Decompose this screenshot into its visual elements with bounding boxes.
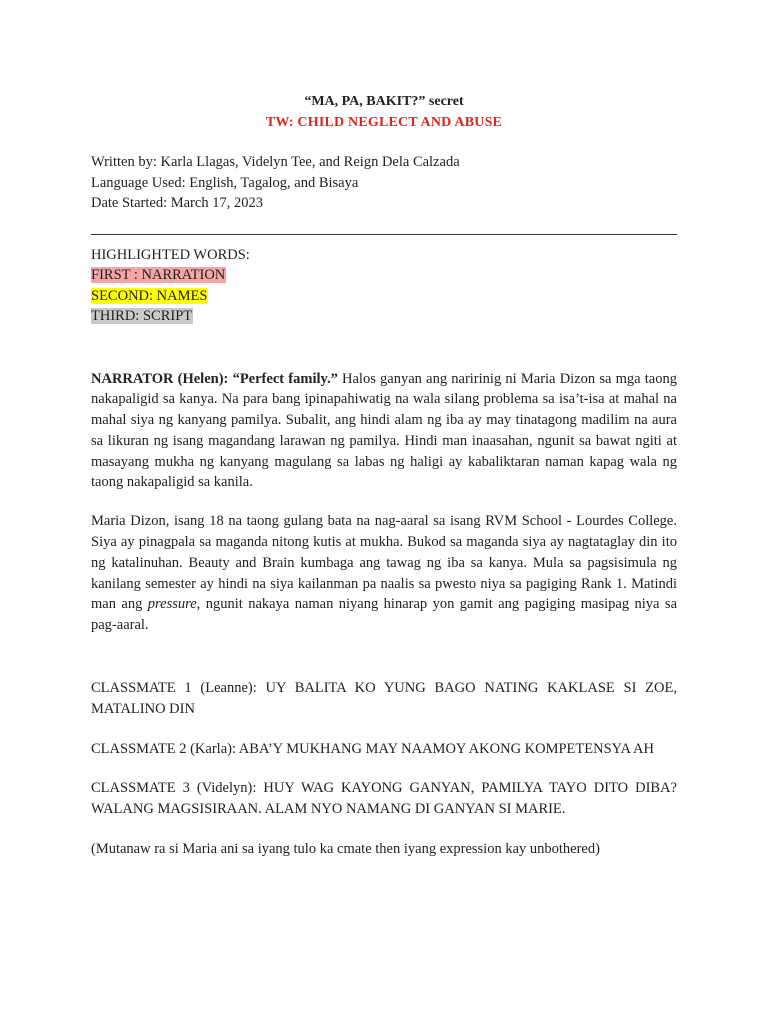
horizontal-divider — [91, 234, 677, 235]
legend-item-narration: FIRST : NARRATION — [91, 267, 226, 283]
document-title: “MA, PA, BAKIT?” secret — [304, 94, 464, 109]
narration-paragraph-1 — [91, 369, 677, 494]
narration-text-2a: Maria Dizon, isang 18 na taong gulang bata na nag-aaral sa isang RVM School - Lourdes College. Siya ay pinagpala sa maganda nitong kutis at mukha. Bukod sa maganda siya ay nagtataglay din ito ng katalinuhan. Beauty and Brain kumbaga ang tawag ng iba sa kanya. Mula sa pagsisimula ng kanilang semester ay hindi na siya kailanman pa naalis sa pwesto niya sa pagiging Rank 1. Matindi man ang — [91, 513, 677, 613]
written-by: Written by: Karla Llagas, Videlyn Tee, and Reign Dela Calzada — [91, 154, 460, 170]
stage-direction: (Mutanaw ra si Maria ani sa iyang tulo ka cmate then iyang expression kay unbothered) — [91, 841, 600, 858]
legend-item-script: THIRD: SCRIPT — [91, 308, 193, 324]
trigger-warning: TW: CHILD NEGLECT AND ABUSE — [265, 115, 503, 130]
pressure-word: pressure, — [147, 596, 201, 613]
language-used: Language Used: English, Tagalog, and Bisaya — [91, 174, 359, 191]
narration-paragraph-2 — [91, 511, 677, 636]
document-content — [91, 93, 677, 860]
script-line-classmate-2: CLASSMATE 2 (Karla): ABA’Y MUKHANG MAY NAAMOY AKONG KOMPETENSYA AH — [91, 740, 654, 757]
perfect-family-quote: “Perfect family.” — [232, 370, 338, 387]
narration-text-1: Halos ganyan ang naririnig ni Maria Dizon sa mga taong nakapaligid sa kanya. Na para bang ipinapahiwatig na wala silang problema sa isa’t-isa at mahal na mahal siya ng kanyang pamilya. Subalit, ang hindi alam ng iba ay may tinatagong madilim na aura sa likuran ng isang magandang larawan ng pamilya. Hindi man inaasahan, ngunit sa bawat ngiti at masayang mukha ng kanyang magulang sa labas ng haligi ay kabaliktaran naman kapag wala ng taong nakapaligid sa kanila. — [91, 370, 677, 491]
date-started: Date Started: March 17, 2023 — [91, 195, 263, 211]
script-line-classmate-1: CLASSMATE 1 (Leanne): UY BALITA KO YUNG BAGO NATING KAKLASE SI ZOE, MATALINO DIN — [91, 680, 677, 717]
narration-text-2b: ngunit nakaya naman niyang hinarap yon gamit ang pagiging masipag niya sa pag-aaral. — [91, 596, 678, 634]
legend-item-names: SECOND: NAMES — [91, 287, 208, 304]
highlight-legend — [91, 245, 677, 327]
legend-heading: HIGHLIGHTED WORDS: — [91, 246, 250, 263]
script-line-classmate-3: CLASSMATE 3 (Videlyn): HUY WAG KAYONG GANYAN, PAMILYA TAYO DITO DIBA? WALANG MAGSISIRAAN. ALAM NYO NAMANG DI GANYAN SI MARIE. — [91, 780, 677, 818]
narrator-label: NARRATOR (Helen): — [91, 370, 229, 387]
metadata-block — [91, 152, 677, 214]
